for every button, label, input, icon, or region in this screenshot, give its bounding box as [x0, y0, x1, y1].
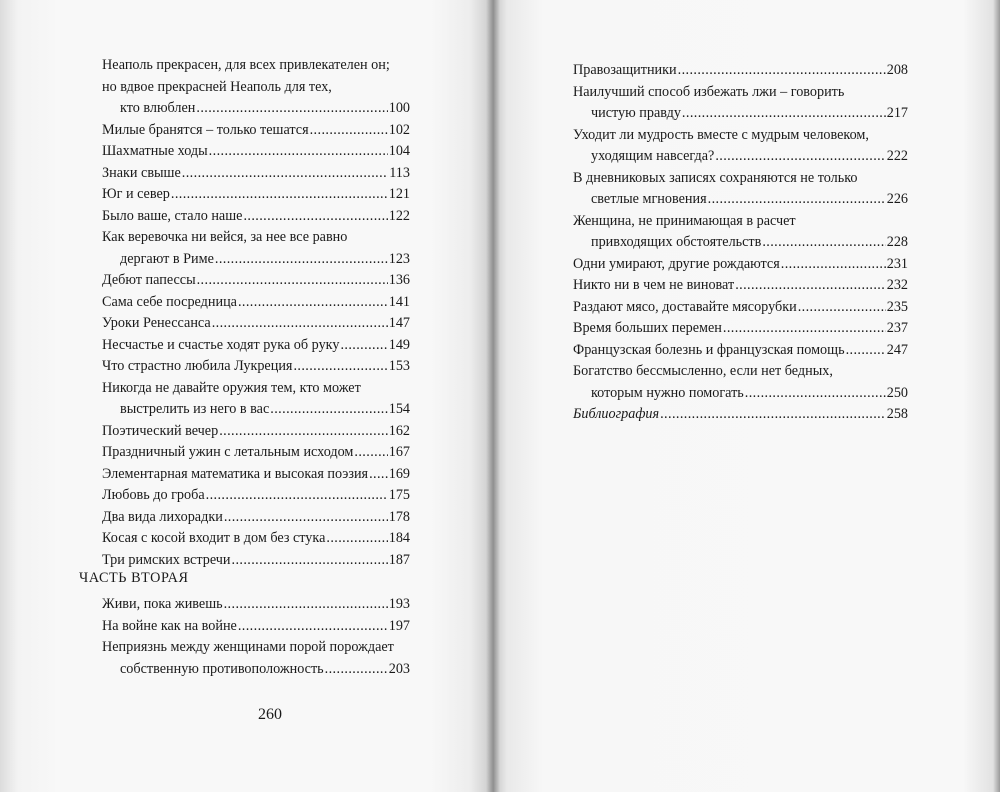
toc-leader-dots	[340, 335, 387, 357]
toc-entry	[573, 318, 908, 340]
toc-page-number: 100	[388, 100, 410, 116]
toc-leader-dots	[215, 249, 388, 271]
book-gutter	[486, 0, 500, 792]
toc-entry	[102, 378, 410, 421]
toc-entry-title: Несчастье и счастье ходят рука об руку	[102, 336, 340, 353]
toc-entry-title: В дневниковых записях сохраняются не только	[573, 169, 858, 186]
toc-entry	[573, 82, 908, 125]
toc-page-number: 193	[388, 596, 410, 612]
toc-entry	[102, 270, 410, 292]
part-heading: ЧАСТЬ ВТОРАЯ	[79, 570, 189, 586]
toc-page-number: 149	[388, 336, 410, 353]
toc-entry-title: которым нужно помогать	[591, 384, 744, 401]
toc-leader-dots	[209, 141, 388, 163]
toc-page-number: 147	[388, 315, 410, 331]
toc-entry	[102, 616, 410, 638]
toc-entry-title: Дебют папессы	[102, 272, 196, 288]
toc-leader-dots	[206, 485, 388, 507]
toc-page-number: 121	[388, 186, 410, 202]
toc-entry-title: уходящим навсегда?	[591, 148, 715, 164]
toc-entry-title: Богатство бессмысленно, если нет бедных,	[573, 363, 833, 379]
toc-page-number: 187	[388, 551, 410, 568]
toc-entry-title: Было ваше, стало наше	[102, 207, 243, 224]
toc-leader-dots	[369, 464, 388, 486]
toc-entry-title: Уроки Ренессанса	[102, 315, 211, 331]
toc-page-number: 228	[886, 234, 908, 250]
toc-entry-title: Как веревочка ни вейся, за нее все равно	[102, 229, 348, 245]
toc-entry-title: дергают в Риме	[120, 250, 214, 267]
toc-leader-dots	[232, 550, 388, 572]
toc-leader-dots	[660, 404, 886, 426]
toc-page-number: 226	[886, 191, 908, 207]
toc-leader-dots	[678, 60, 886, 82]
toc-entry	[102, 227, 410, 270]
toc-entry-title: Раздают мясо, доставайте мясорубки	[573, 298, 797, 315]
toc-leader-dots	[196, 98, 387, 120]
toc-entry-title: Три римских встречи	[102, 551, 231, 568]
toc-page-number: 136	[388, 272, 410, 288]
toc-entry-title: Никто ни в чем не виноват	[573, 277, 735, 293]
toc-leader-dots	[708, 189, 886, 211]
toc-entry-title: Что страстно любила Лукреция	[102, 358, 293, 374]
toc-entry-title: Праздничный ужин с летальным исходом	[102, 444, 354, 460]
toc-entry	[102, 594, 410, 616]
toc-entry-title: Живи, пока живешь	[102, 596, 223, 612]
toc-page-number: 235	[886, 298, 908, 315]
toc-entry-title: чистую правду	[591, 105, 681, 121]
toc-entry-title: Шахматные ходы	[102, 143, 208, 159]
toc-page-number: 113	[389, 164, 410, 181]
toc-page-number: 250	[886, 384, 908, 401]
toc-entry	[573, 125, 908, 168]
toc-page-number: 102	[388, 121, 410, 138]
toc-entry-title: Два вида лихорадки	[102, 508, 223, 525]
page-number: 260	[258, 706, 282, 723]
toc-entry-title: Любовь до гроба	[102, 487, 205, 503]
toc-entry	[102, 163, 410, 185]
toc-leader-dots	[197, 270, 388, 292]
toc-entry-title: Правозащитники	[573, 62, 677, 78]
toc-entry	[102, 55, 410, 120]
toc-leader-dots	[745, 383, 886, 405]
toc-entry-title: Библиография	[573, 406, 660, 422]
toc-leader-dots	[846, 340, 886, 362]
toc-leader-dots	[270, 399, 387, 421]
toc-leader-dots	[243, 206, 387, 228]
toc-entry	[573, 60, 908, 82]
toc-leader-dots	[682, 103, 886, 125]
toc-entry	[102, 637, 410, 680]
toc-leader-dots	[354, 442, 387, 464]
toc-entry-title: Никогда не давайте оружия тем, кто может	[102, 379, 361, 396]
toc-entry	[102, 120, 410, 142]
toc-leader-dots	[325, 659, 388, 681]
toc-entry-title: На войне как на войне	[102, 617, 237, 634]
toc-entry	[102, 507, 410, 529]
toc-page-number: 222	[886, 148, 908, 164]
toc-leader-dots	[182, 163, 388, 185]
toc-leader-dots	[781, 254, 886, 276]
toc-leader-dots	[212, 313, 388, 335]
toc-page-number: 167	[388, 444, 410, 460]
toc-entry	[102, 550, 410, 572]
toc-entry	[573, 340, 908, 362]
toc-leader-dots	[326, 528, 387, 550]
toc-entry-title: Юг и север	[102, 186, 170, 202]
toc-page-number: 184	[388, 530, 410, 546]
toc-entry-title: светлые мгновения	[591, 191, 707, 207]
toc-entry	[102, 464, 410, 486]
toc-entry	[102, 184, 410, 206]
toc-entry-title: Женщина, не принимающая в расчет	[573, 212, 796, 229]
toc-entry-title: Сама себе посредница	[102, 293, 237, 310]
toc-page-number: 104	[388, 143, 410, 159]
toc-leader-dots	[238, 616, 388, 638]
toc-leader-dots	[310, 120, 388, 142]
toc-leader-dots	[715, 146, 885, 168]
left-toc-list	[102, 55, 410, 571]
toc-entry	[573, 168, 908, 211]
toc-entry-title: Неприязнь между женщинами порой порождает	[102, 639, 394, 655]
toc-entry	[102, 141, 410, 163]
toc-entry-title: Время больших перемен	[573, 320, 722, 336]
toc-leader-dots	[293, 356, 387, 378]
toc-entry-title: Одни умирают, другие рождаются	[573, 255, 780, 272]
toc-entry-title: привходящих обстоятельств	[591, 234, 762, 250]
toc-entry	[573, 211, 908, 254]
toc-entry-title: но вдвое прекрасней Неаполь для тех,	[102, 78, 332, 95]
toc-page-number: 175	[388, 487, 410, 503]
toc-leader-dots	[224, 594, 388, 616]
toc-entry	[573, 275, 908, 297]
toc-page-number: 247	[886, 341, 908, 358]
toc-entry-title: выстрелить из него в вас	[120, 401, 270, 417]
left-toc-part-two-list	[102, 594, 410, 680]
toc-page-number: 169	[388, 465, 410, 482]
toc-leader-dots	[224, 507, 388, 529]
toc-entry	[102, 421, 410, 443]
toc-entry-title: Милые бранятся – только тешатся	[102, 121, 309, 138]
toc-page-number: 178	[388, 508, 410, 525]
toc-entry	[102, 313, 410, 335]
toc-leader-dots	[798, 297, 886, 319]
toc-entry	[102, 356, 410, 378]
toc-page-number: 217	[886, 105, 908, 121]
toc-entry	[102, 485, 410, 507]
toc-leader-dots	[219, 421, 388, 443]
toc-entry-title: Знаки свыше	[102, 164, 181, 181]
right-toc-list	[573, 60, 908, 426]
toc-entry	[102, 442, 410, 464]
toc-page-number: 258	[886, 406, 908, 422]
toc-leader-dots	[762, 232, 885, 254]
toc-leader-dots	[238, 292, 388, 314]
toc-entry-title: собственную противоположность	[120, 660, 324, 677]
toc-entry-title: Уходит ли мудрость вместе с мудрым человеком,	[573, 126, 869, 143]
toc-page-number: 232	[886, 277, 908, 293]
toc-entry-title: кто влюблен	[120, 100, 196, 116]
toc-entry	[573, 297, 908, 319]
toc-page-number: 141	[388, 293, 410, 310]
toc-leader-dots	[171, 184, 388, 206]
toc-entry	[102, 335, 410, 357]
toc-page-number: 162	[388, 422, 410, 439]
toc-entry	[102, 206, 410, 228]
toc-entry	[102, 292, 410, 314]
toc-entry	[102, 528, 410, 550]
toc-leader-dots	[723, 318, 886, 340]
toc-entry-title: Неаполь прекрасен, для всех привлекателен он;	[102, 57, 390, 73]
toc-page-number: 231	[886, 255, 908, 272]
toc-entry	[573, 404, 908, 426]
toc-entry-title: Французская болезнь и французская помощь	[573, 341, 845, 358]
toc-page-number: 153	[388, 358, 410, 374]
toc-page-number: 123	[388, 250, 410, 267]
toc-leader-dots	[735, 275, 886, 297]
toc-page-number: 237	[886, 320, 908, 336]
toc-entry-title: Наилучший способ избежать лжи – говорить	[573, 83, 845, 100]
toc-entry	[573, 361, 908, 404]
toc-page-number: 122	[388, 207, 410, 224]
toc-entry-title: Элементарная математика и высокая поэзия	[102, 465, 369, 482]
toc-page-number: 208	[886, 62, 908, 78]
toc-entry-title: Косая с косой входит в дом без стука	[102, 530, 326, 546]
toc-entry	[573, 254, 908, 276]
toc-page-number: 154	[388, 401, 410, 417]
toc-page-number: 197	[388, 617, 410, 634]
toc-page-number: 203	[388, 660, 410, 677]
toc-entry-title: Поэтический вечер	[102, 422, 219, 439]
